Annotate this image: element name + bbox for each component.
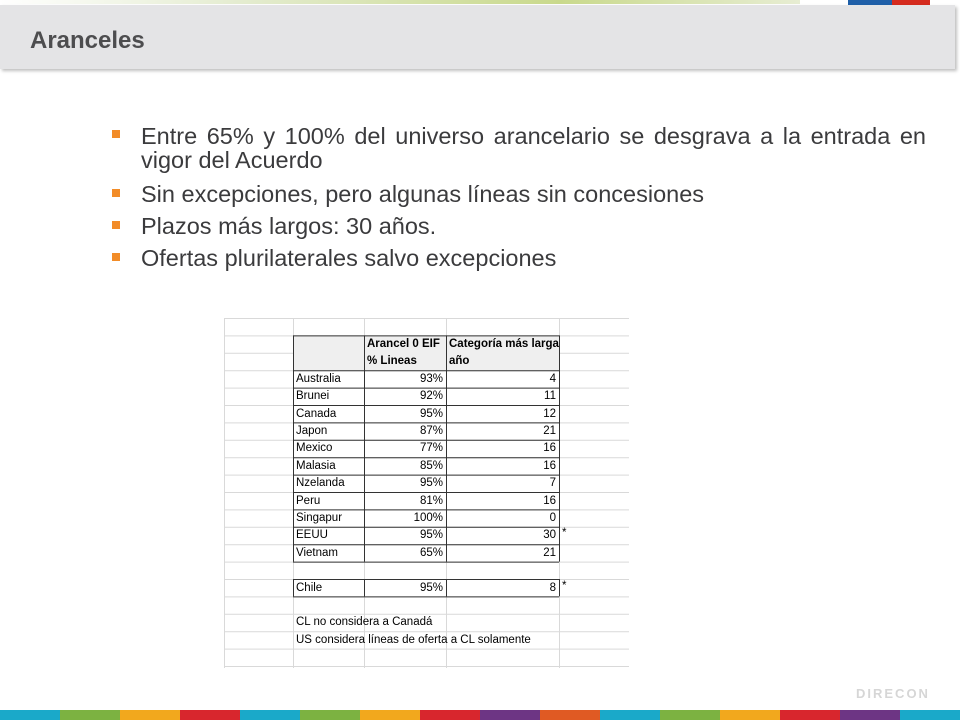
table-cell-country: Vietnam	[296, 546, 338, 559]
footer-stripe-segment	[600, 710, 660, 720]
table-note: US considera líneas de oferta a CL solamente	[296, 633, 531, 646]
bullet-item: Entre 65% y 100% del universo arancelario se desgrava a la entrada en vigor del Acuerdo	[112, 124, 926, 172]
bullet-item: Plazos más largos: 30 años.	[112, 210, 926, 242]
table-header-cell: Categoría más larga	[449, 337, 559, 350]
footer-color-stripe	[0, 710, 960, 720]
table-cell-percent: 87%	[419, 424, 443, 437]
footer-stripe-segment	[780, 710, 840, 720]
footer-stripe-segment	[240, 710, 300, 720]
bullet-square-icon	[112, 253, 120, 261]
table-cell-percent: 77%	[419, 442, 443, 455]
table-cell-footnote-mark: *	[562, 579, 567, 592]
table-cell-percent: 95%	[419, 529, 443, 542]
table-cell-country: Chile	[296, 581, 323, 594]
table-cell-percent: 100%	[413, 511, 443, 524]
footer-stripe-segment	[480, 710, 540, 720]
table-cell-year: 21	[543, 546, 556, 559]
slide-title: Aranceles	[30, 27, 145, 54]
table-cell-year: 8	[549, 581, 556, 594]
table-header-cell: Arancel 0 EIF	[367, 337, 440, 350]
table-cell-percent: 93%	[419, 372, 443, 385]
bullet-square-icon	[112, 221, 120, 229]
bullet-square-icon	[112, 189, 120, 197]
table-cell-country: Nzelanda	[296, 477, 345, 490]
table-cell-country: Australia	[296, 372, 341, 385]
table-cell-year: 11	[544, 390, 556, 403]
footer-stripe-segment	[120, 710, 180, 720]
table-cell-country: Japon	[296, 424, 328, 437]
footer-stripe-segment	[420, 710, 480, 720]
table-cell-year: 30	[543, 529, 556, 542]
bullet-square-icon	[112, 130, 120, 138]
footer-stripe-segment	[540, 710, 600, 720]
table-header-cell: año	[449, 355, 470, 368]
direcon-logo: DIRECON	[856, 686, 930, 701]
table-cell-year: 7	[549, 477, 556, 490]
table-cell-country: Brunei	[296, 390, 330, 403]
table-cell-country: Peru	[296, 494, 321, 507]
bullet-item: Ofertas plurilaterales salvo excepciones	[112, 242, 926, 274]
footer-stripe-segment	[60, 710, 120, 720]
footer-stripe-segment	[720, 710, 780, 720]
table-cell-country: Singapur	[296, 511, 343, 524]
table-cell-footnote-mark: *	[562, 527, 567, 540]
table-cell-year: 12	[543, 407, 556, 420]
table-cell-year: 21	[543, 424, 556, 437]
footer-stripe-segment	[840, 710, 900, 720]
table-cell-percent: 95%	[419, 581, 443, 594]
bullet-list	[112, 124, 926, 274]
footer-stripe-segment	[900, 710, 960, 720]
bullet-item: Sin excepciones, pero algunas líneas sin concesiones	[112, 178, 926, 210]
slide-header	[0, 5, 955, 69]
table-cell-year: 16	[543, 459, 556, 472]
table-cell-country: EEUU	[296, 529, 328, 542]
table-cell-country: Malasia	[296, 459, 336, 472]
table-cell-year: 16	[543, 442, 556, 455]
spreadsheet-image	[224, 318, 629, 668]
table-cell-country: Mexico	[296, 442, 333, 455]
footer-stripe-segment	[660, 710, 720, 720]
table-cell-percent: 65%	[419, 546, 443, 559]
footer-stripe-segment	[300, 710, 360, 720]
table-cell-year: 16	[543, 494, 556, 507]
table-cell-percent: 85%	[419, 459, 443, 472]
top-accent-line	[0, 0, 800, 4]
footer-stripe-segment	[0, 710, 60, 720]
footer-stripe-segment	[360, 710, 420, 720]
table-cell-percent: 95%	[419, 407, 443, 420]
table-cell-percent: 81%	[419, 494, 443, 507]
table-header-cell: % Lineas	[367, 355, 417, 368]
table-cell-country: Canada	[296, 407, 337, 420]
table-cell-percent: 92%	[419, 390, 443, 403]
table-note: CL no considera a Canadá	[296, 616, 433, 629]
table-cell-percent: 95%	[419, 477, 443, 490]
table-cell-year: 4	[549, 372, 556, 385]
table-cell-year: 0	[549, 511, 556, 524]
footer-stripe-segment	[180, 710, 240, 720]
